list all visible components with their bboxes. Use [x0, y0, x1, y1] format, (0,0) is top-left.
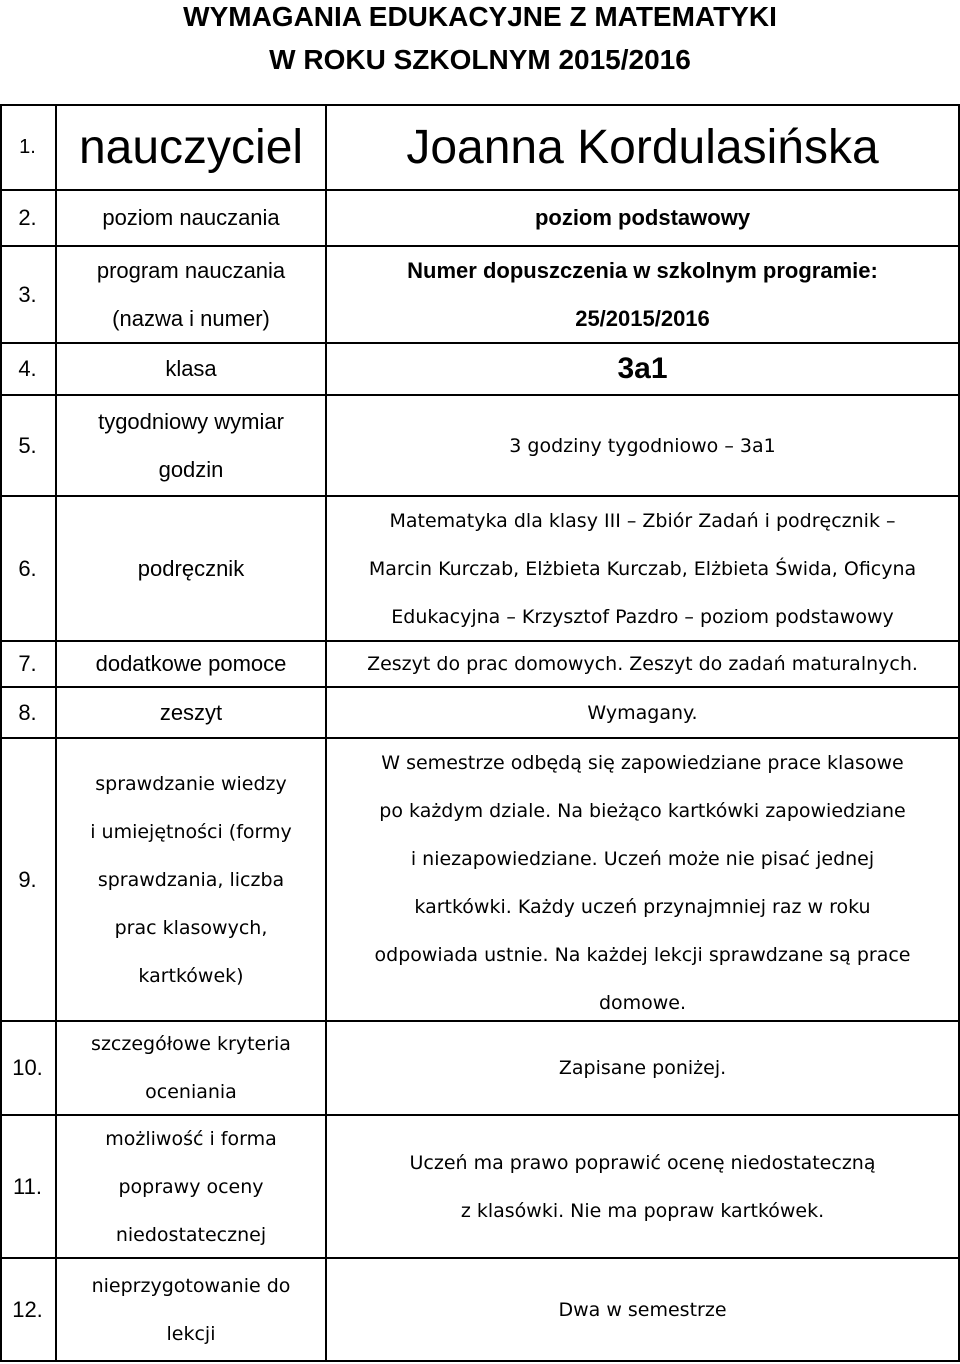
- label-line: sprawdzania, liczba: [97, 868, 285, 891]
- row-value: 3a1: [617, 352, 668, 385]
- row-value: Wymagany.: [587, 701, 698, 724]
- label-line: godzin: [158, 456, 224, 482]
- row-label: klasa: [165, 356, 217, 381]
- table-border-bottom: [0, 1360, 960, 1362]
- row-label: zeszyt: [159, 699, 223, 725]
- document-title: WYMAGANIA EDUKACYJNE Z MATEMATYKI: [183, 1, 777, 32]
- row-number: 7.: [18, 651, 37, 676]
- row-label: [57, 396, 325, 495]
- row-label: [57, 1116, 325, 1257]
- value-line: Marcin Kurczab, Elżbieta Kurczab, Elżbieta Świda, Oficyna: [368, 557, 917, 580]
- label-line: prac klasowych,: [114, 916, 268, 939]
- row-number: 10.: [12, 1055, 43, 1080]
- row-label: [57, 1259, 325, 1360]
- value-line: kartkówki. Każdy uczeń przynajmniej raz w roku: [414, 896, 871, 918]
- label-line: nieprzygotowanie do: [91, 1274, 291, 1297]
- row-value: [327, 247, 958, 342]
- row-number: 2.: [18, 205, 37, 230]
- row-value: Zeszyt do prac domowych. Zeszyt do zadań maturalnych.: [367, 653, 918, 675]
- document-subtitle: W ROKU SZKOLNYM 2015/2016: [269, 44, 691, 75]
- value-line: 25/2015/2016: [575, 305, 710, 331]
- row-number: 1.: [19, 136, 36, 158]
- label-line: poprawy oceny: [118, 1175, 264, 1198]
- label-line: kartkówek): [138, 964, 244, 987]
- teacher-name: Joanna Kordulasińska: [406, 120, 879, 174]
- label-line: sprawdzanie wiedzy: [95, 772, 287, 795]
- row-value: [327, 497, 958, 640]
- row-label: podręcznik: [137, 555, 245, 581]
- value-line: Numer dopuszczenia w szkolnym programie:: [407, 257, 878, 283]
- row-label: dodatkowe pomoce: [95, 651, 287, 676]
- label-line: możliwość i forma: [105, 1127, 277, 1150]
- row-value: Zapisane poniżej.: [558, 1057, 727, 1079]
- value-line: i niezapowiedziane. Uczeń może nie pisać jednej: [410, 848, 875, 870]
- row-number: 3.: [18, 281, 37, 307]
- row-value: 3 godziny tygodniowo – 3a1: [509, 434, 776, 457]
- value-line: odpowiada ustnie. Na każdej lekcji sprawdzane są prace: [374, 944, 911, 966]
- label-line: lekcji: [166, 1322, 216, 1345]
- row-number: 12.: [12, 1296, 43, 1322]
- label-line: oceniania: [145, 1081, 237, 1103]
- row-number: 11.: [13, 1173, 42, 1199]
- value-line: W semestrze odbędą się zapowiedziane prace klasowe: [381, 752, 904, 774]
- row-number: 6.: [18, 555, 37, 581]
- value-line: domowe.: [598, 992, 687, 1014]
- row-number: 8.: [18, 699, 37, 725]
- value-line: z klasówki. Nie ma popraw kartkówek.: [460, 1199, 825, 1222]
- label-line: tygodniowy wymiar: [98, 408, 284, 434]
- row-number: 5.: [18, 432, 37, 458]
- label-line: szczegółowe kryteria: [91, 1033, 291, 1055]
- row-value: [327, 739, 958, 1020]
- value-line: po każdym dziale. Na bieżąco kartkówki zapowiedziane: [379, 800, 906, 822]
- row-label: [57, 1022, 325, 1114]
- label-line: i umiejętności (formy: [90, 820, 292, 843]
- label-line: niedostatecznej: [115, 1223, 267, 1246]
- label-line: (nazwa i numer): [112, 305, 270, 331]
- row-number: 9.: [18, 866, 37, 892]
- teacher-label: nauczyciel: [78, 120, 304, 174]
- row-value: Dwa w semestrze: [558, 1298, 727, 1321]
- row-value: poziom podstawowy: [534, 205, 751, 230]
- value-line: Uczeń ma prawo poprawić ocenę niedostateczną: [409, 1151, 876, 1174]
- row-value: [327, 1116, 958, 1257]
- value-line: Matematyka dla klasy III – Zbiór Zadań i podręcznik –: [389, 509, 896, 532]
- row-label: poziom nauczania: [102, 205, 280, 230]
- value-line: Edukacyjna – Krzysztof Pazdro – poziom podstawowy: [391, 605, 894, 628]
- row-label: [57, 739, 325, 1020]
- row-label: [57, 247, 325, 342]
- label-line: program nauczania: [96, 257, 286, 283]
- row-number: 4.: [18, 356, 37, 381]
